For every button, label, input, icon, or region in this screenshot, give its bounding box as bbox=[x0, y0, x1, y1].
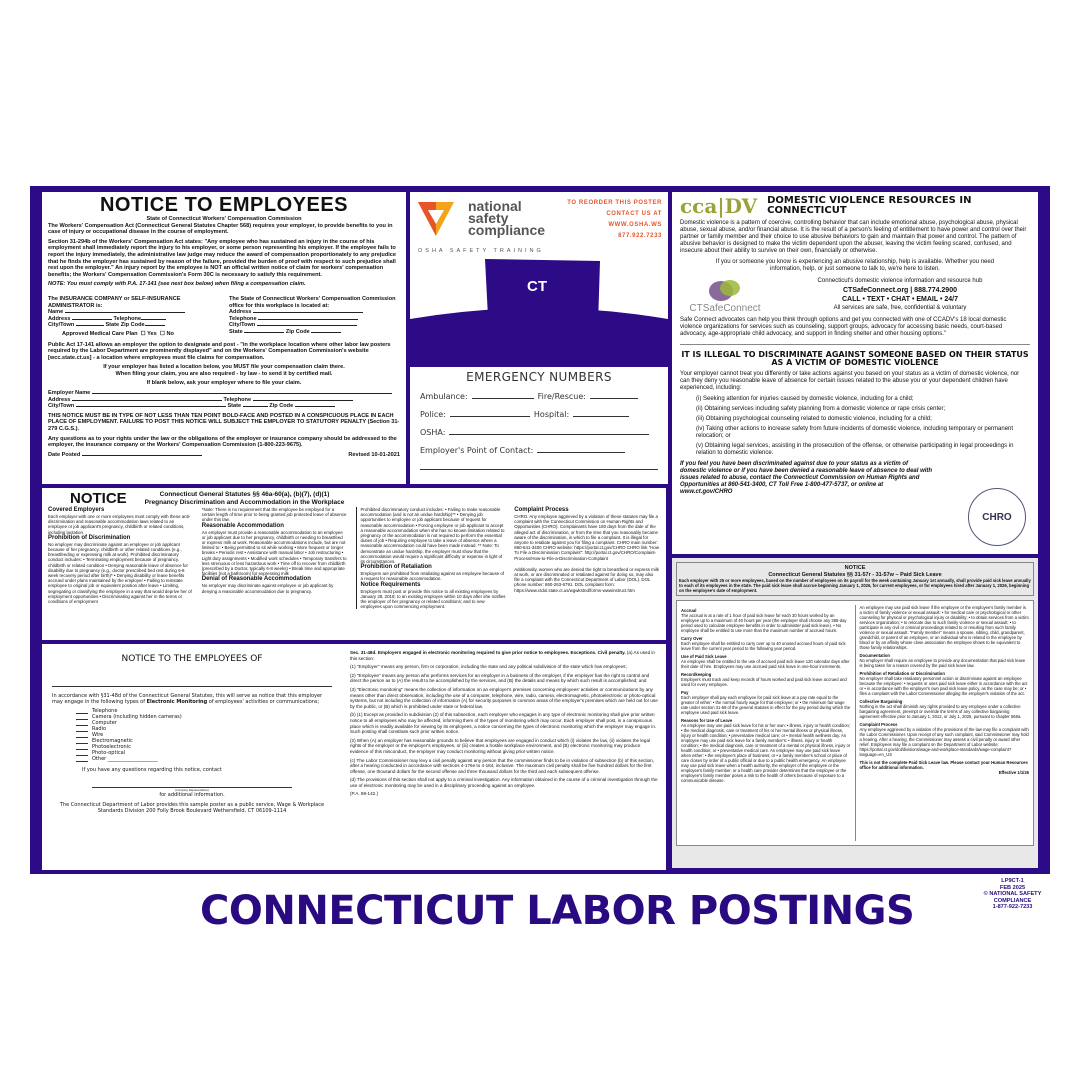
date-posted-label: Date Posted bbox=[48, 451, 81, 458]
ctsafeconnect-logo: CTSafeConnect bbox=[680, 278, 770, 312]
reorder-phone: 877.922.7233 bbox=[618, 233, 662, 239]
dv-item: (iii) Obtaining psychological counseling related to domestic violence, including for a child; bbox=[696, 416, 932, 422]
employer-telephone-label: Telephone bbox=[223, 396, 252, 403]
office-state-label: State bbox=[229, 328, 243, 335]
dv-help: If you or someone you know is experiencing an abusive relationship, help is available. Whether you need information, help, or just someone to talk to, we're here to listen. bbox=[715, 259, 995, 272]
office-city-label: City/Town bbox=[229, 322, 256, 329]
preg-text: Employers must post or provide this notice to all existing employees by January 28, 2018; to an existing employee within 10 days after she notifies the employer of her pregnancy or related conditions; and to new employees upon commencing employment. bbox=[360, 588, 506, 610]
sick-effective-date: Effective 1/1/26 bbox=[998, 770, 1029, 775]
speech-bubbles-icon bbox=[708, 278, 742, 304]
sick-text: Each employee shall be entitled to carry over up to 40 unused accrued hours of paid sick leave from the current year period to the following year period. bbox=[681, 641, 846, 651]
fire-field[interactable] bbox=[590, 398, 638, 399]
hospital-field[interactable] bbox=[573, 416, 629, 417]
section-text: Section 31-294b of the Workers' Compensation Act states: "Any employee who has sustained an injury in the course of his employment shall immediately report the injury to his employer, or some person representing his employer. If the employee fails to report the injury immediately, the administrative law judge may reduce the award of compensation proportionately to any prejudice that he finds the employer has sustained by reason of the failure, provided the burden of proof with respect to such prejudice shall rest upon the employer." An injury report by the employee is NOT an official written notice of claim for workers' compensation benefits; the Workers' Compensation Commission's Form 30C is necessary to satisfy this requirement. bbox=[48, 238, 397, 278]
monitoring-type-checkline[interactable]: Telephone bbox=[66, 708, 332, 714]
notice-subtitle: State of Connecticut Workers' Compensation Commission bbox=[146, 216, 302, 222]
city-field[interactable] bbox=[76, 325, 104, 326]
no-checkbox[interactable]: No bbox=[166, 330, 174, 337]
must-file: If your employer has listed a location below, you MUST file your compensation claim there. bbox=[103, 364, 345, 371]
emergency-numbers bbox=[410, 364, 668, 484]
monitoring-type-checkline[interactable]: Electromagnetic bbox=[66, 738, 332, 744]
sick-text: An employee may use paid sick leave if the employee or the employee's family member is a victim of family violence or sexual assault: • for medical care or psychological or other counseling for physical or psychological injury or disability; • to obtain services from a victim services organization; • to relocate due to such family violence or sexual assault; • to participate in any civil or criminal proceedings related to or resulting from such family violence or sexual assault. "Family member" means a spouse, sibling, child, grandparent, grandchild, or parent of an employee, or an individual who is related to the employee by blood or by an affinity whose close association the employee shows to be equivalent to those family relationships. bbox=[859, 605, 1029, 650]
osha-field[interactable] bbox=[449, 434, 649, 435]
rep-line[interactable] bbox=[92, 787, 292, 788]
preg-statute: Connecticut General Statutes §§ 46a-60(a), (b)(7), (d)(1) bbox=[159, 491, 330, 498]
poster-title: CONNECTICUT LABOR POSTINGS bbox=[200, 888, 915, 934]
contact-label: Employer's Point of Contact: bbox=[420, 446, 534, 455]
dv-services: All services are safe, free, confidential & voluntary bbox=[833, 305, 967, 311]
em-additional: for additional information. bbox=[159, 792, 225, 798]
sick-text: Each employer shall pay each employee for paid sick leave at a pay rate equal to the greater of either: • the normal hourly wage for that employee; or • the minimum fair wage rate under section 31-58 of the general statutes in effect for the pay period during which the employee used paid sick leave. bbox=[681, 695, 851, 715]
police-label: Police: bbox=[420, 410, 446, 419]
rep-caption: (Company Representative) bbox=[175, 789, 209, 792]
date-posted-field[interactable] bbox=[82, 455, 202, 456]
statute-paragraph: (d) The provisions of this section shall not apply to a criminal investigation. Any information obtained in the course of a criminal investigation through the use of electronic monitoring may be used in a disciplinary proceeding against an employee. bbox=[350, 777, 658, 788]
preg-text: No employer may discriminate against employee or job applicant by denying a reasonable accommodation due to pregnancy. bbox=[201, 583, 334, 594]
questions: Any questions as to your rights under the law or the obligations of the employer or insurance company should be addressed to the employer, the insurance company or the Workers' Compensation Commission (1-800-223-9675). bbox=[48, 435, 397, 449]
hospital-label: Hospital: bbox=[533, 410, 570, 419]
monitoring-type-checkline[interactable]: Other ____________________ bbox=[66, 756, 332, 762]
reorder-website-link[interactable]: WWW.OSHA.WS bbox=[608, 222, 662, 228]
ccadv-logo: cca|DV bbox=[680, 193, 758, 218]
statute-text: Sec. 31-48d. Employers engaged in electronic monitoring required to give prior notice to employees. Exceptions. Civil penalty. (a) As used in this section: (1) "Employer" means any person, firm or corporation, including the state and any political subdivision of the state which has employees; (2) "Employee" means any person who performs services for an employer in a business of the employer, if the employer has the right to control and direct the person as to (A) the result to be accomplished by the services, and (B) the details and means by which such result is accomplished; and (3) "Electronic monitoring" means the collection of information on an employer's premises concerning employees' activities or communications by any means other than direct observation, including the use of a computer, telephone, wire, radio, camera, electromagnetic, photoelectronic or photo-optical systems, but not including the collection of information (A) for security purposes in common areas of the employer's premises which are held out for use by the public, or (B) which is prohibited under state or federal law. (b) (1) Except as provided in subdivision (2) of this subsection, each employer who engages in any type of electronic monitoring shall give prior written notice to all employees who may be affected, informing them of the types of monitoring which may occur. Each employer shall post, in a conspicuous place which is readily available for viewing by its employees, a notice concerning the types of electronic monitoring which the employer may engage in. Such posting shall constitute such prior written notice. (2) When (A) an employer has reasonable grounds to believe that employees are engaged in conduct which (i) violates the law, (ii) violates the legal rights of the employer or the employer's employees, or (iii) creates a hostile workplace environment, and (B) electronic monitoring may produce evidence of this misconduct, the employer may conduct monitoring without giving prior written notice. (c) The Labor Commissioner may levy a civil penalty against any person that the commissioner finds to be in violation of subsection (b) of this section, after a hearing conducted in accordance with sections 4-176e to 4-184, inclusive. The maximum civil penalty shall be five hundred dollars for the first offense, one thousand dollars for the second offense and three thousand dollars for the third and each subsequent offense. (d) The provisions of this section shall not apply to a criminal investigation. Any information obtained in the course of a criminal investigation through the use of electronic monitoring may be used in a disciplinary proceeding against an employee. (P.A. 98-142.) bbox=[344, 644, 666, 870]
osha-label: OSHA: bbox=[420, 428, 446, 437]
address-label: Address bbox=[48, 315, 71, 322]
employer-name-label: Employer Name bbox=[48, 390, 91, 397]
statute-paragraph: (P.A. 98-142.) bbox=[350, 791, 379, 797]
preg-text: *Note: There is no requirement that the employee be employed for a certain length of time prior to being granted job protected leave of absence under this law. bbox=[201, 507, 347, 523]
sick-text: The accrual is at a rate of 1 hour of paid sick leave for each 30 hours worked by an employee up to a maximum of 40 hours per year (the employer shall choose any 365-day period used to calculate employee benefits in order to administer paid sick leave). • No employee shall be entitled to use more than the maximum number of accrued hours. bbox=[681, 613, 847, 633]
nsc-shield-logo-icon bbox=[416, 198, 456, 238]
intro: The Workers' Compensation Act (Connecticut General Statutes Chapter 568) requires your employer, to provide benefits to you in case of injury or occupational disease in the course of employment. bbox=[48, 222, 393, 236]
zip-field[interactable] bbox=[145, 325, 165, 326]
dv-advocates: Safe Connect advocates can help you think through options and get you connected with one of CCADV's 18 local domestic violence organizations for services such as counseling, support groups, advocacy for accessing basic needs, court-based advocacy, age-appropriate child advocacy, and support in finding shelter and other housing options." bbox=[680, 317, 1007, 337]
employer-zip-label: Zip Code bbox=[269, 403, 294, 410]
reorder-line: CONTACT US AT bbox=[606, 211, 662, 217]
type-notice: THIS NOTICE MUST BE IN TYPE OF NOT LESS THAN TEN POINT BOLD-FACE AND POSTED IN A CONSPICUOUS PLACE IN EACH PLACE OF EMPLOYMENT. FAILURE TO POST THIS NOTICE WILL SUBJECT THE EMPLOYER TO STATUTORY PENALTY (Section 31-279 C.G.S.). bbox=[48, 412, 400, 433]
dv-item: (iv) Taking other actions to increase safety from future incidents of domestic violence, including temporary or permanent relocation; or bbox=[696, 426, 1014, 439]
revised-date: Revised 10-01-2021 bbox=[348, 451, 400, 458]
telephone-field[interactable] bbox=[141, 319, 166, 320]
em-intro: In accordance with §31-48d of the Connecticut General Statutes, this will serve as notice that this employer may engage in the following types of Electronic Monitoring of employees' activities or communications; bbox=[52, 693, 323, 705]
state-label: State bbox=[105, 322, 120, 329]
statute-paragraph: (2) When (A) an employer has reasonable grounds to believe that employees are engaged in conduct which (i) violates the law, (ii) violates the legal rights of the employer or the employer's employees, or (iii) creates a hostile workplace environment, and (B) electronic monitoring may produce evidence of this misconduct, the employer may conduct monitoring without giving prior written notice. bbox=[350, 737, 651, 754]
workers-comp-notice bbox=[42, 192, 406, 484]
em-title: NOTICE TO THE EMPLOYEES OF bbox=[121, 654, 263, 664]
monitoring-type-checkline[interactable]: Photo-optical bbox=[66, 750, 332, 756]
office-address-label: Address bbox=[229, 309, 252, 316]
employer-address-field[interactable] bbox=[72, 400, 222, 401]
preg-text: No employer may discriminate against an employee or job applicant because of her pregnancy, childbirth or other related conditions (e.g., breastfeeding or expressing milk at work). Prohibited discriminatory conduct includes: • Terminating employment because of pregnancy, childbirth or related condition • Denying reasonable leave of absence for disability due to pregnancy (e.g., doctor prescribed bed rest during 6-8 week recovery period after birth)* • Denying disability or leave benefits accrued under plans maintained by the employer • Failing to reinstate employee to original job or equivalent position after leave • Limiting, segregating or classifying the employee in a way that would deprive her of employment opportunities • Discriminating against her in the terms or conditions of employment bbox=[48, 541, 192, 605]
address-field[interactable] bbox=[72, 319, 112, 320]
dv-intro: Domestic violence is a pattern of coercive, controlling behavior that can include emotional abuse, psychological abuse, physical abuse, sexual abuse, and/or financial abuse. It is the result of a person's feeling of entitlement to have power and control over their partner or family member and their choice to use abusive behaviors to gain and maintain that power and control. The pattern of abusive behavior is designed to make the victim dependent upon the abuser, leaving the victim feeling scared, confused, and insecure about their ability to survive on their own, financially or otherwise. bbox=[680, 220, 1027, 254]
sick-text: Nothing in the act shall diminish any rights provided to any employee under a collective bargaining agreement, preempt or override the terms of any collective bargaining agreement effective prior to January 1, 2012, or July 1, 2025, pursuant to chapter 568a. bbox=[859, 704, 1022, 719]
office-zip-label: Zip Code bbox=[285, 328, 310, 335]
reorder-line: TO REORDER THIS POSTER bbox=[567, 200, 662, 206]
office-city-field[interactable] bbox=[257, 325, 357, 326]
yes-checkbox[interactable]: Yes bbox=[147, 330, 157, 337]
emergency-title: EMERGENCY NUMBERS bbox=[466, 370, 612, 384]
employer-city-field[interactable] bbox=[76, 406, 226, 407]
preg-text: CHRO. Any employee aggrieved by a violation of these statutes may file a complaint with the Connecticut Commission on Human Rights and Opportunities (CHRO). Complainants have 180 days from the date of the alleged act of discrimination, or from the time that you reasonably became aware of the discrimination, in which to file a complaint. It is illegal for anyone to retaliate against you for filing a complaint. CHRO main number: 860-541-3400 CHRO website: https://portal.ct.gov/CHRO CHRO link "How To File a Discrimination Complaint": http://portal.ct.gov/CHRO/Complaint-Process/How-to-File-a-Discrimination-Complaint bbox=[514, 514, 660, 561]
monitoring-type-checkline[interactable]: Photoelectronic bbox=[66, 744, 332, 750]
office-address-field[interactable] bbox=[253, 312, 363, 313]
electronic-monitoring-notice bbox=[42, 644, 666, 870]
chro-seal: CHRO bbox=[968, 488, 1026, 546]
statute-paragraph: (c) The Labor Commissioner may levy a civil penalty against any person that the commissioner finds to be in violation of subsection (b) of this section, after a hearing conducted in accordance with sections 4-176e to 4-184, inclusive. The maximum civil penalty shall be five hundred dollars for the first offense, one thousand dollars for the second offense and three thousand dollars for the third and each subsequent offense. bbox=[350, 757, 655, 774]
dv-hub: Connecticut's domestic violence information and resource hub bbox=[817, 278, 983, 284]
telephone-label: Telephone bbox=[113, 315, 142, 322]
em-questions: If you have any questions regarding this notice, contact bbox=[82, 767, 222, 773]
monitoring-types bbox=[66, 708, 332, 762]
tagline: OSHA SAFETY TRAINING bbox=[418, 248, 544, 254]
monitoring-type-checkline[interactable]: Wire bbox=[66, 732, 332, 738]
employer-telephone-field[interactable] bbox=[253, 400, 353, 401]
public-act: Public Act 17-141 allows an employer the option to designate and post - "in the workplace location where other labor law posters required by the Labor Department are prominently displayed" and on the Workers' Compensation Commission's website [wcc.state.ct.us] - a location where employees must file claims for compensation. bbox=[48, 341, 391, 361]
office-state-field[interactable] bbox=[244, 332, 284, 333]
monitoring-type-checkline[interactable]: Radio bbox=[66, 726, 332, 732]
connecticut-map-icon bbox=[410, 257, 668, 367]
employer-zip-field[interactable] bbox=[295, 406, 335, 407]
contact-field[interactable] bbox=[537, 452, 625, 453]
ambulance-field[interactable] bbox=[472, 398, 534, 399]
insurer-heading: The INSURANCE COMPANY or SELF-INSURANCE ADMINISTRATOR is: bbox=[48, 295, 181, 309]
dv-employer: Your employer cannot treat you differently or take actions against you based on your status as a victim of domestic violence, nor can they deny you reasonable leave of absence for certain issues related to the abuse you or your dependent children have experienced, including: bbox=[680, 371, 1020, 391]
sick-text: No employer shall take retaliatory personnel action or discriminate against an employee because the employee: • requests or uses paid sick leave either in accordance with the act or • in accordance with the employer's own paid sick leave policy, as the case may be; or • files a complaint with the Labor Commissioner alleging the employer's violation of the act. bbox=[859, 676, 1028, 696]
dv-channels: CALL • TEXT • CHAT • EMAIL • 24/7 bbox=[842, 296, 958, 303]
office-heading: The State of Connecticut Workers' Compensation Commission office for this workplace is located at: bbox=[229, 295, 396, 309]
name-field[interactable] bbox=[65, 312, 185, 313]
sick-notice-title: NOTICE bbox=[844, 565, 866, 571]
brand-and-emergency-panel bbox=[410, 192, 668, 484]
preg-text: Additionally, women who are denied the right to breastfeed or express milk at work, or are discriminated or retaliated against for doing so, may also file a complaint with the Connecticut Department of Labor (DOL). DOL phone number: 860-263-6791. DOL complaint form: https://www.ctdol.state.ct.us/wgwkstnd/forms-wwwinstruct.htm bbox=[514, 566, 659, 593]
sick-text: No employer shall require an employee to provide any documentation that paid sick leave is being taken for a reason covered by the paid sick leave law. bbox=[859, 658, 1026, 668]
monitoring-type-checkline[interactable]: Computer bbox=[66, 720, 332, 726]
employer-state-label: State bbox=[227, 403, 242, 410]
ambulance-label: Ambulance: bbox=[420, 392, 468, 401]
paid-sick-leave-notice: NOTICE Connecticut General Statutes §§ 31-57r - 31-57w – Paid Sick Leave Each employer with 25 or more employees, based on the number of employees on its payroll for the week containing January 1st annually, shall provide paid sick leave annually to each of its employees in the state. The paid sick leave shall accrue beginning January 1, 2026, for current employees, or for employees hired after January 1, 2026, beginning on the employee's date of employment. Accrual The accrual is at a rate of 1 hour of paid sick leave for each 30 hours worked by an employee up to a maximum of 40 hours per year (the employer shall choose any 365-day period used to calculate employee benefits in order to administer paid sick leave). • No employee shall be entitled to use more than the maximum number of accrued hours. Carry Over Each employee shall be entitled to carry over up to 40 unused accrued hours of paid sick leave from the current year period to the following year period. Use of Paid Sick Leave An employee shall be entitled to the use of accrued paid sick leave 120 calendar days after their date of hire. Employees may use accrued paid sick leave in one-hour increments. Recordkeeping Employers must track and keep records of hours worked and paid sick leave accrued and used for every employee. Pay Each employer shall pay each employee for paid sick leave at a pay rate equal to the greater of either: • the normal hourly wage for that employee; or • the minimum fair wage rate under section 31-58 of the general statutes in effect for the pay period during which the employee used paid sick leave. Reasons for Use of Leave An employee may use paid sick leave for his or her own: • illness, injury or health condition; • the medical diagnosis, care or treatment of his or her mental illness or physical illness, injury or health condition; • preventative medical care; or • mental health wellness day. An employee may use paid sick leave for a family member's: • illness, injury or health condition; • the medical diagnosis, care or treatment of a mental or physical illness, injury or health condition; or • preventative medical care. An employee may use paid sick leave when either: • the employee's place of business; or • a family member's school or place of care closes by order of a public official or due to a public health emergency. An employee may use paid sick leave when a health authority, the employer of the employee or the employee's family member, or a health care provider determines that the employee or the employee's family member poses a risk to the health of others because of exposure to a communicable disease. An employee may use paid sick leave if the employee or the employee's family member is a victim of family violence or sexual assault: • for medical care or psychological or other counseling for physical or psychological injury or disability; • to obtain services from a victim services organization; • to relocate due to such family violence or sexual assault; • to participate in any civil or criminal proceedings related to or resulting from such family violence or sexual assault. "Family member" means a spouse, sibling, child, grandparent, grandchild, or parent of an employee, or an individual who is related to the employee by blood or by an affinity whose close association the employee shows to be equivalent to those family relationships. Documentation No employer shall require an employee to provide any documentation that paid sick leave is being taken for a reason covered by the paid sick leave law. Prohibition of Retaliation or Discrimination No employer shall take retaliatory personnel action or discriminate against an employee because the employee: • requests or uses paid sick leave either in accordance with the act or • in accordance with the employer's own paid sick leave policy, as the case may be; or • files a complaint with the Labor Commissioner alleging the employer's violation of the act. Collective Bargaining Nothing in the act shall diminish any rights provided to any employee under a collective bargaining agreement, preempt or override the terms of any collective bargaining agreement effective prior to January 1, 2012, or July 1, 2025, pursuant to chapter 568a. Complaint Process Any employee aggrieved by a violation of the provisions of the law may file a complaint with the Labor Commissioner. Upon receipt of any such complaint, said Commissioner may hold a hearing. After a hearing, the Commissioner may assess a civil penalty or award other relief. Employees may file a complaint on the Department of Labor website: https://portal.ct.gov/dol/divisions/wage-and-workplace-standards/wage-complaint?language=en_US This is not the complete Paid Sick Leave law. Please contact your Human Resources office for additional information. Effective 1/1/26 bbox=[672, 558, 1038, 868]
statute-paragraph: (2) "Employee" means any person who performs services for an employer in a business of the employer, if the employer has the right to control and direct the person as to (A) the result to be accomplished by the services, and (B) the details and means by which such result is accomplished; and bbox=[350, 672, 650, 684]
brand-name: national safety compliance bbox=[468, 198, 546, 238]
fire-label: Fire/Rescue: bbox=[537, 392, 586, 401]
preg-notice-title: NOTICE bbox=[70, 490, 127, 508]
office-telephone-field[interactable] bbox=[258, 319, 358, 320]
employer-address-label: Address bbox=[48, 396, 71, 403]
monitoring-type-checkline[interactable]: Camera (including hidden cameras) bbox=[66, 714, 332, 720]
employer-state-field[interactable] bbox=[243, 406, 268, 407]
preg-text: Each employer with one or more employees must comply with these anti-discrimination and reasonable accommodation laws related to an employee or job applicant's pregnancy, childbirth or related conditions, including lactation. bbox=[48, 514, 191, 535]
medical-plan-label: Approved Medical Care Plan bbox=[62, 330, 138, 337]
domestic-violence-notice bbox=[672, 192, 1038, 554]
dv-item: (v) Obtaining legal services, assisting in the prosecution of the offense, or otherwise participating in legal proceedings in relation to domestic violence. bbox=[696, 443, 1014, 456]
city-label: City/Town bbox=[48, 322, 75, 329]
preg-text: An employer must provide a reasonable accommodation to an employee or job applicant due to her pregnancy, childbirth or needing to breastfeed or express milk at work. Reasonable accommodations include, but are not limited to: • Being permitted to sit while working • More frequent or longer breaks • Periodic rest • Assistance with manual labor • Job restructuring • Light duty assignments • Modified work schedules • Temporary transfers to less strenuous or less hazardous work • Time off to recover from childbirth (prescribed by a Doctor, typically 6-8 weeks) • Break time and appropriate facilities (not a bathroom) for expressing milk bbox=[201, 529, 347, 577]
sick-title: Connecticut General Statutes §§ 31-57r - 31-57w – Paid Sick Leave bbox=[768, 571, 942, 578]
statute-paragraph: (1) "Employer" means any person, firm or corporation, including the state and any political subdivision of the state which has employees; bbox=[350, 664, 627, 670]
zip-label: Zip Code bbox=[120, 322, 145, 329]
sick-text: Employers must track and keep records of hours worked and paid sick leave accrued and used for every employee. bbox=[681, 677, 847, 687]
dv-contact-chro: If you feel you have been discriminated against due to your status as a victim of domestic violence or if you have been denied a reasonable leave of absence to deal with issues related to abuse, contact the Connecticut Commission on Human Rights and Opportunities at 860-541-3400, CT Toll Free 1-800-477-5737, or online at www.ct.gov/CHRO bbox=[680, 461, 933, 495]
poster-code: LP9CT-1 FEB 2025 © NATIONAL SAFETY COMPLIANCE 1-877-922-7233 bbox=[983, 878, 1042, 911]
notice-title: NOTICE TO EMPLOYEES bbox=[99, 194, 349, 216]
statute-paragraph: (b) (1) Except as provided in subdivision (2) of this subsection, each employer who engages in any type of electronic monitoring shall give prior written notice to all employees who may be affected, informing them of the types of monitoring which may occur. Each employer shall post, in a conspicuous place which is readily available for viewing by its employees, a notice concerning the types of electronic monitoring which the employer may engage in. Such posting shall constitute such prior written notice. bbox=[350, 712, 657, 735]
statute-paragraph: (3) "Electronic monitoring" means the collection of information on an employer's premises concerning employees' activities or communications by any means other than direct observation, including the use of a computer, telephone, wire, radio, camera, electromagnetic, photoelectronic or photo-optical systems, but not including the collection of information (A) for security purposes in common areas of the employer's premises which are held out for use by the public, or (B) which is prohibited under state or federal law. bbox=[350, 686, 658, 709]
contact-extra-line[interactable] bbox=[420, 469, 658, 470]
preg-text: Employers are prohibited from retaliating against an employee because of a request for reasonable accommodation. bbox=[360, 571, 505, 582]
employer-city-label: City/Town bbox=[48, 403, 75, 410]
sick-text: An employee may use paid sick leave for his or her own: • illness, injury or health condition; • the medical diagnosis, care or treatment of his or her mental illness or physical illness, injury or health condition; • preventative medical care; or • mental health wellness day. An employee may use paid sick leave for a family member's: • illness, injury or health condition; • the medical diagnosis, care or treatment of a mental or physical illness, injury or health condition; or • preventative medical care. An employee may use paid sick leave when either: • the employee's place of business; or • a family member's school or place of care closes by order of a public official or due to a public health emergency. An employee may use paid sick leave when a health authority, the employer of the employee or the employee's family member, or a health care provider determines that the employee or the employee's family member poses a risk to the health of others because of exposure to a communicable disease. bbox=[681, 723, 851, 783]
em-footer: The Connecticut Department of Labor provides this sample poster as a public service, Wage & Workplace Standards Division 200 Folly Brook Boulevard Wethersfield, CT 06109-1114 bbox=[59, 802, 325, 814]
employer-name-field[interactable] bbox=[92, 393, 392, 394]
office-zip-field[interactable] bbox=[311, 332, 341, 333]
police-field[interactable] bbox=[450, 416, 530, 417]
note: NOTE: You must comply with P.A. 17-141 (see next box below) when filing a compensation claim. bbox=[48, 281, 306, 288]
employer-name-line[interactable] bbox=[52, 686, 332, 687]
sick-intro: Each employer with 25 or more employees, based on the number of employees on its payroll for the week containing January 1st annually, shall provide paid sick leave annually to each of its employees in the state. The paid sick leave shall accrue beginning January 1, 2026, for current employees, or for employees hired after January 1, 2026, beginning on the employee's date of employment. bbox=[679, 578, 1031, 593]
blank-note: If blank below, ask your employer where to file your claim. bbox=[146, 380, 302, 387]
insurer-block: The INSURANCE COMPANY or SELF-INSURANCE ADMINISTRATOR is: Name Address Telephone City/Town State Zip Code Approved Medical Care Plan ☐ Yes ☐ No bbox=[48, 296, 219, 338]
preg-text: Prohibited discriminatory conduct includes: • Failing to make reasonable accommodation (and is not an undue hardship)** • Denying job opportunities to employee or job applicant because of request for reasonable accommodation • Forcing employee or job applicant to accept a reasonable accommodation when she has no known limitation related to pregnancy or the accommodation is not required to perform the essential duties of job • Requiring employee to take a leave of absence where a reasonable accommodation could have been made instead. ** Note: To demonstrate an undue hardship, the employer must show that the accommodation would require a significant difficulty or expense in light of its circumstances. bbox=[360, 507, 505, 565]
dv-contact[interactable]: CTSafeConnect.org | 888.774.2900 bbox=[842, 287, 957, 294]
office-telephone-label: Telephone bbox=[229, 315, 257, 322]
reorder-info bbox=[567, 198, 662, 242]
certified-mail: When filing your claim, you are also required - by law - to send it by certified mail. bbox=[115, 370, 333, 377]
dv-title: DOMESTIC VIOLENCE RESOURCES IN CONNECTICUT bbox=[767, 195, 972, 216]
sick-text: An employee shall be entitled to the use of accrued paid sick leave 120 calendar days after their date of hire. Employees may use accrued paid sick leave in one-hour increments. bbox=[681, 659, 850, 669]
state-label: CT bbox=[527, 278, 547, 295]
sick-text: Any employee aggrieved by a violation of the provisions of the law may file a complaint with the Labor Commissioner. Upon receipt of any such complaint, said Commissioner may hold a hearing. After a hearing, the Commissioner may assess a civil penalty or award other relief. Employees may file a complaint on the Department of Labor website: https://portal.ct.gov/dol/divisions/wage-and-workplace-standards/wage-complaint?language=en_US bbox=[859, 727, 1029, 757]
dv-item: (i) Seeking attention for injuries caused by domestic violence, including for a child; bbox=[696, 396, 914, 402]
statute-heading: Sec. 31-48d. Employers engaged in electronic monitoring required to give prior notice to employees. Exceptions. Civil penalty. bbox=[350, 650, 626, 655]
pregnancy-notice: NOTICE Connecticut General Statutes §§ 46a-60(a), (b)(7), (d)(1) Pregnancy Discrimination and Accommodation in the Workplace Covered Employers Each employer with one or more employees must comply with these anti-discrimination and reasonable accommodation laws related to an employee or job applicant's pregnancy, childbirth or related conditions, including lactation. Prohibition of Discrimination No employer may discriminate against an employee or job applicant because of her pregnancy, childbirth or other related conditions (e.g., breastfeeding or expressing milk at work). Prohibited discriminatory conduct includes: • Terminating employment because of pregnancy, childbirth or related condition • Denying reasonable leave of absence for disability due to pregnancy (e.g., doctor prescribed bed rest during 6-8 week recovery period after birth)* • Denying disability or leave benefits accrued under plans maintained by the employer • Failing to reinstate employee to original job or equivalent position after leave • Limiting, segregating or classifying the employee in a way that would deprive her of employment opportunities • Discriminating against her in the terms or conditions of employment *Note: There is no requirement that the employee be employed for a certain length of time prior to being granted job protected leave of absence under this law. Reasonable Accommodation An employer must provide a reasonable accommodation to an employee or job applicant due to her pregnancy, childbirth or needing to breastfeed or express milk at work. Reasonable accommodations include, but are not limited to: • Being permitted to sit while working • More frequent or longer breaks • Periodic rest • Assistance with manual labor • Job restructuring • Light duty assignments • Modified work schedules • Temporary transfers to less strenuous or less hazardous work • Time off to recover from childbirth (prescribed by a Doctor, typically 6-8 weeks) • Break time and appropriate facilities (not a bathroom) for expressing milk Denial of Reasonable Accommodation No employer may discriminate against employee or job applicant by denying a reasonable accommodation due to pregnancy. Prohibited discriminatory conduct includes: • Failing to make reasonable accommodation (and is not an undue hardship)** • Denying job opportunities to employee or job applicant because of request for reasonable accommodation • Forcing employee or job applicant to accept a reasonable accommodation when she has no known limitation related to pregnancy or the accommodation is not required to perform the essential duties of job • Requiring employee to take a leave of absence where a reasonable accommodation could have been made instead. ** Note: To demonstrate an undue hardship, the employer must show that the accommodation would require a significant difficulty or expense in light of its circumstances. Prohibition of Retaliation Employers are prohibited from retaliating against an employee because of a request for reasonable accommodation. Notice Requirements Employers must post or provide this notice to all existing employees by January 28, 2018; to an existing employee within 10 days after she notifies the employer of her pregnancy or related conditions; and to new employees upon commencing employment. Complaint Process CHRO. Any employee aggrieved by a violation of these statutes may file a complaint with the Connecticut Commission on Human Rights and Opportunities (CHRO). Complainants have 180 days from the date of the alleged act of discrimination, or from the time that you reasonably became aware of the discrimination, in which to file a complaint. It is illegal for anyone to retaliate against you for filing a complaint. CHRO main number: 860-541-3400 CHRO website: https://portal.ct.gov/CHRO CHRO link "How To File a Discrimination Complaint": http://portal.ct.gov/CHRO/Complaint-Process/How-to-File-a-Discrimination-Complaint Additionally, women who are denied the right to breastfeed or express milk at work, or are discriminated or retaliated against for doing so, may also file a complaint with the Connecticut Department of Labor (DOL). DOL phone number: 860-263-6791. DOL complaint form: https://www.ctdol.state.ct.us/wgwkstnd/forms-wwwinstruct.htm bbox=[42, 488, 666, 640]
office-block bbox=[229, 296, 400, 338]
dv-item: (ii) Obtaining services including safety planning from a domestic violence or rape crisis center; bbox=[696, 406, 946, 412]
preg-subtitle: Pregnancy Discrimination and Accommodation in the Workplace bbox=[144, 499, 345, 506]
name-label: Name bbox=[48, 309, 64, 316]
dv-illegal-heading: IT IS ILLEGAL TO DISCRIMINATE AGAINST SOMEONE BASED ON THEIR STATUS AS A VICTIM OF DOMESTIC VIOLENCE bbox=[680, 344, 1030, 367]
